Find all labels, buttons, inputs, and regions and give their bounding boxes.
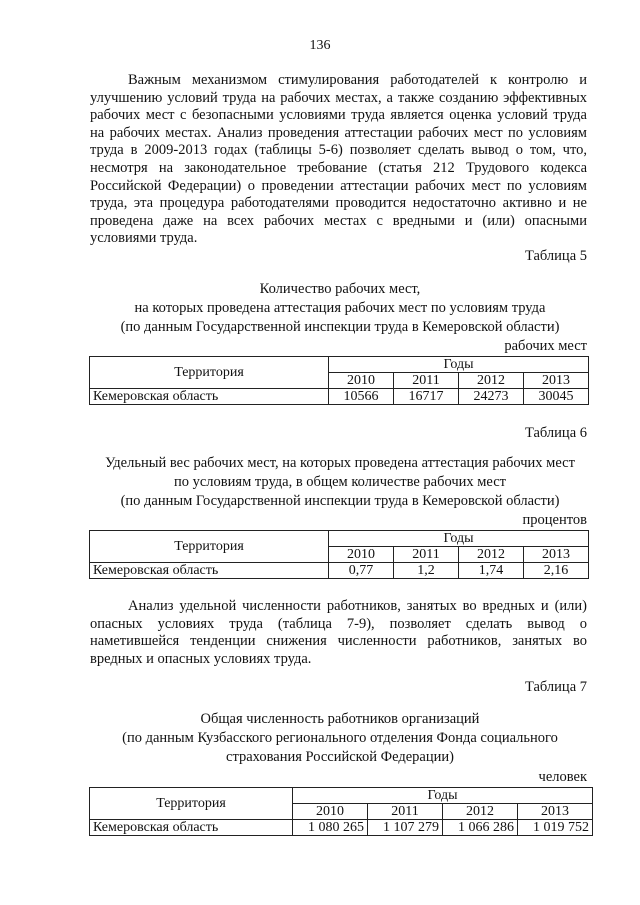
page-number: 136 [309, 38, 331, 53]
table-5 [89, 356, 589, 405]
table-row [90, 389, 589, 405]
value-cell: 1 080 265 [293, 820, 368, 836]
value-cell: 1 107 279 [368, 820, 443, 836]
header-years: Годы [329, 531, 589, 547]
value-cell: 0,77 [329, 563, 394, 579]
value-cell: 1 066 286 [443, 820, 518, 836]
year-cell: 2013 [524, 547, 589, 563]
value-cell: 1 019 752 [518, 820, 593, 836]
paragraph-attestation [90, 72, 587, 248]
value-cell: 1,2 [394, 563, 459, 579]
caption-line: страхования Российской Федерации) [226, 749, 454, 765]
table-7-caption [80, 710, 600, 767]
year-cell: 2011 [394, 547, 459, 563]
paragraph-2-text: Анализ удельной численности работников, занятых во вредных и (или) опасных условиях труда (таблица 7-9), позволяет сделать вывод о наметившейся тенденции снижения численности работников, занятых во вредных и опасных условиях труда. [90, 598, 587, 667]
table-6-label: Таблица 6 [524, 425, 587, 441]
year-cell: 2011 [368, 804, 443, 820]
caption-line: Количество рабочих мест, [259, 281, 421, 297]
year-cell: 2010 [329, 373, 394, 389]
year-cell: 2012 [459, 547, 524, 563]
year-cell: 2012 [443, 804, 518, 820]
table-5-caption [80, 280, 600, 337]
caption-line: Удельный вес рабочих мест, на которых проведена аттестация рабочих мест [105, 455, 575, 471]
table-6-caption [80, 454, 600, 511]
table-6 [89, 530, 589, 579]
table-7-label: Таблица 7 [524, 679, 587, 695]
value-cell: 10566 [329, 389, 394, 405]
header-territory: Территория [90, 357, 329, 389]
table-row [90, 820, 593, 836]
paragraph-workers [90, 598, 587, 668]
caption-line: по условиям труда, в общем количестве рабочих мест [173, 474, 506, 490]
value-cell: 30045 [524, 389, 589, 405]
caption-line: (по данным Государственной инспекции труда в Кемеровской области) [120, 319, 560, 335]
table-6-unit: процентов [522, 512, 587, 528]
year-cell: 2013 [518, 804, 593, 820]
value-cell: 16717 [394, 389, 459, 405]
table-7-unit: человек [538, 769, 587, 785]
row-label: Кемеровская область [90, 389, 329, 405]
caption-line: на которых проведена аттестация рабочих мест по условиям труда [134, 300, 546, 316]
header-territory: Территория [90, 788, 293, 820]
row-label: Кемеровская область [90, 820, 293, 836]
value-cell: 1,74 [459, 563, 524, 579]
header-years: Годы [329, 357, 589, 373]
header-territory: Территория [90, 531, 329, 563]
caption-line: Общая численность работников организаций [200, 711, 480, 727]
year-cell: 2010 [329, 547, 394, 563]
caption-line: (по данным Кузбасского регионального отделения Фонда социального [122, 730, 558, 746]
header-years: Годы [293, 788, 593, 804]
year-cell: 2012 [459, 373, 524, 389]
caption-line: (по данным Государственной инспекции труда в Кемеровской области) [120, 493, 560, 509]
row-label: Кемеровская область [90, 563, 329, 579]
value-cell: 2,16 [524, 563, 589, 579]
table-5-unit: рабочих мест [504, 338, 587, 354]
paragraph-1-text: Важным механизмом стимулирования работодателей к контролю и улучшению условий труда на рабочих местах, а также созданию эффективных рабочих мест с безопасными условиями труда является оценка условий труда на рабочих местах. Анализ проведения аттестации рабочих мест по условиям труда в 2009-2013 годах (таблицы 5-6) позволяет сделать вывод о том, что, несмотря на законодательное требование (статья 212 Трудового кодекса Российской Федерации) о проведении аттестации рабочих мест по условиям труда, эта процедура работодателями проводится недостаточно активно и не проведена даже на всех рабочих местах с вредными и (или) опасными условиями труда. [90, 72, 587, 247]
table-5-label: Таблица 5 [524, 248, 587, 264]
year-cell: 2010 [293, 804, 368, 820]
year-cell: 2011 [394, 373, 459, 389]
table-7 [89, 787, 593, 836]
table-row [90, 563, 589, 579]
value-cell: 24273 [459, 389, 524, 405]
year-cell: 2013 [524, 373, 589, 389]
